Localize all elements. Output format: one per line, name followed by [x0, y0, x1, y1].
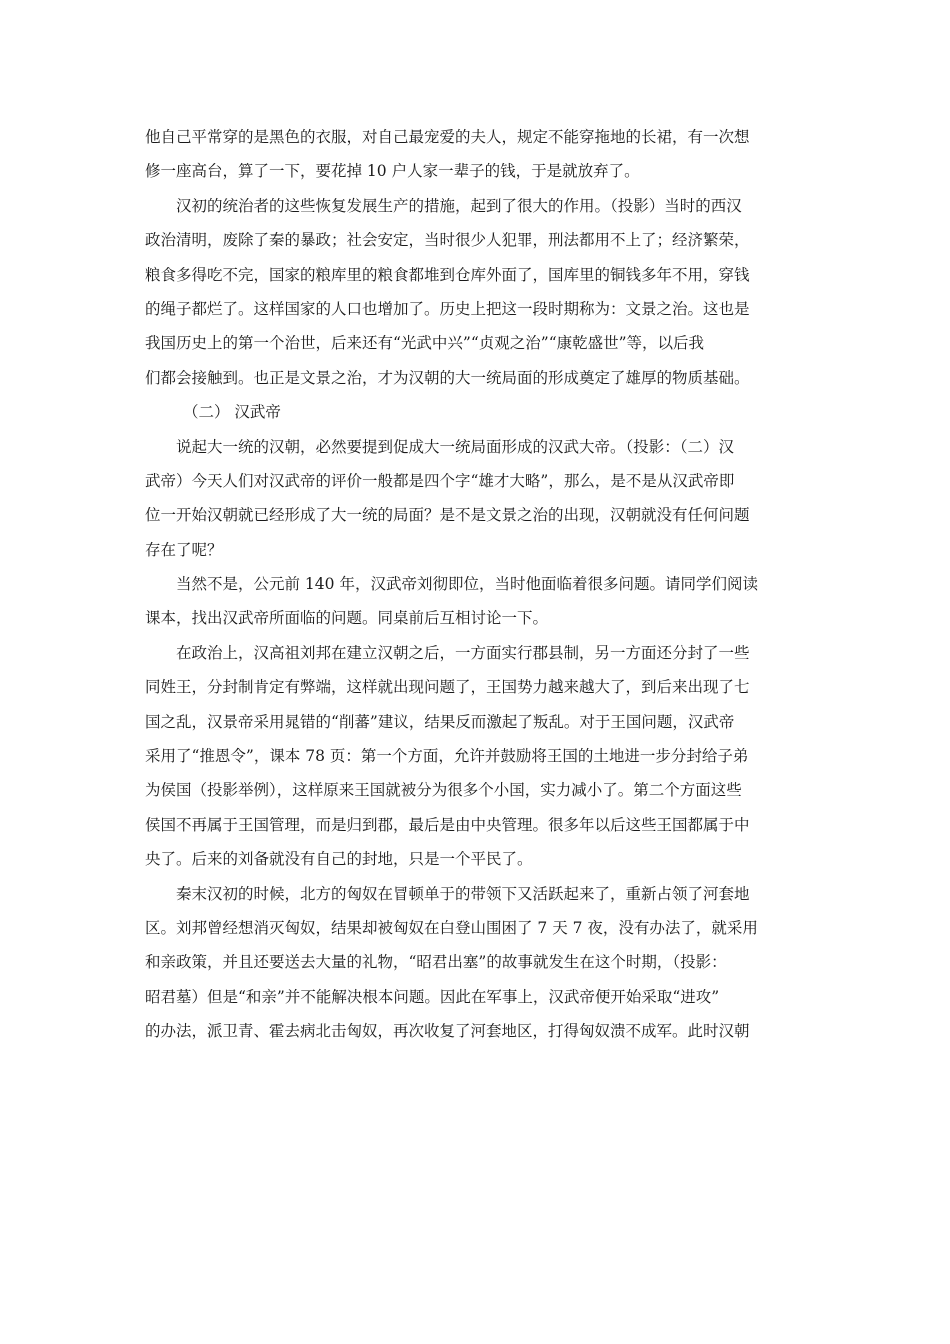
document-body — [145, 120, 810, 1049]
text-line: 同姓王，分封制肯定有弊端，这样就出现问题了，王国势力越来越大了，到后来出现了七 — [145, 678, 750, 697]
text-line: 侯国不再属于王国管理，而是归到郡，最后是由中央管理。很多年以后这些王国都属于中 — [145, 815, 750, 834]
paragraph-6 — [145, 877, 810, 1049]
section-heading — [145, 395, 810, 429]
text-line: 区。刘邦曾经想消灭匈奴，结果却被匈奴在白登山围困了 7 天 7 夜，没有办法了，就采用 — [145, 918, 758, 937]
paragraph-2 — [145, 189, 810, 395]
paragraph-4 — [145, 567, 810, 636]
paragraph-1 — [145, 120, 810, 189]
text-line: 们都会接触到。也正是文景之治，才为汉朝的大一统局面的形成奠定了雄厚的物质基础。 — [145, 368, 750, 387]
text-line: 秦末汉初的时候，北方的匈奴在冒顿单于的带领下又活跃起来了，重新占领了河套地 — [176, 884, 750, 903]
text-line: 为侯国（投影举例），这样原来王国就被分为很多个小国，实力减小了。第二个方面这些 — [145, 781, 742, 800]
text-line: 说起大一统的汉朝，必然要提到促成大一统局面形成的汉武大帝。（投影：（二）汉 — [176, 437, 735, 456]
text-line: 汉初的统治者的这些恢复发展生产的措施，起到了很大的作用。（投影）当时的西汉 — [176, 196, 742, 215]
text-line: 和亲政策，并且还要送去大量的礼物，“昭君出塞”的故事就发生在这个时期，（投影： — [145, 953, 727, 972]
text-line: 的绳子都烂了。这样国家的人口也增加了。历史上把这一段时期称为：文景之治。这也是 — [145, 299, 750, 318]
text-line: 存在了呢？ — [145, 540, 223, 559]
text-line: 课本，找出汉武帝所面临的问题。同桌前后互相讨论一下。 — [145, 609, 549, 628]
text-line: 他自己平常穿的是黑色的衣服，对自己最宠爱的夫人，规定不能穿拖地的长裙，有一次想 — [145, 128, 750, 146]
text-line: 央了。后来的刘备就没有自己的封地，只是一个平民了。 — [145, 850, 533, 869]
text-line: 国之乱，汉景帝采用晁错的“削蕃”建议，结果反而激起了叛乱。对于王国问题，汉武帝 — [145, 712, 735, 731]
text-line: 修一座高台，算了一下，要花掉 10 户人家一辈子的钱，于是就放弃了。 — [145, 162, 640, 181]
text-line: 在政治上，汉高祖刘邦在建立汉朝之后，一方面实行郡县制，另一方面还分封了一些 — [176, 643, 750, 662]
text-line: 政治清明，废除了秦的暴政；社会安定，当时很少人犯罪，刑法都用不上了；经济繁荣， — [145, 231, 750, 250]
paragraph-3 — [145, 430, 810, 568]
text-line: 粮食多得吃不完，国家的粮库里的粮食都堆到仓库外面了，国库里的铜钱多年不用，穿钱 — [145, 265, 750, 284]
paragraph-5 — [145, 636, 810, 877]
text-line: 昭君墓）但是“和亲”并不能解决根本问题。因此在军事上，汉武帝便开始采取“进攻” — [145, 987, 720, 1006]
text-line: 采用了“推恩令”，课本 78 页：第一个方面，允许并鼓励将王国的土地进一步分封给子弟 — [145, 747, 749, 766]
text-line: 武帝）今天人们对汉武帝的评价一般都是四个字“雄才大略”，那么，是不是从汉武帝即 — [145, 471, 735, 490]
text-line: 的办法，派卫青、霍去病北击匈奴，再次收复了河套地区，打得匈奴溃不成军。此时汉朝 — [145, 1022, 750, 1041]
text-line: 当然不是，公元前 140 年，汉武帝刘彻即位，当时他面临着很多问题。请同学们阅读 — [176, 575, 758, 594]
text-line: 位一开始汉朝就已经形成了大一统的局面？是不是文景之治的出现，汉朝就没有任何问题 — [145, 506, 750, 525]
section-heading-text: （二） 汉武帝 — [183, 403, 281, 422]
text-line: 我国历史上的第一个治世，后来还有“光武中兴”“贞观之治”“康乾盛世”等，以后我 — [145, 334, 705, 353]
